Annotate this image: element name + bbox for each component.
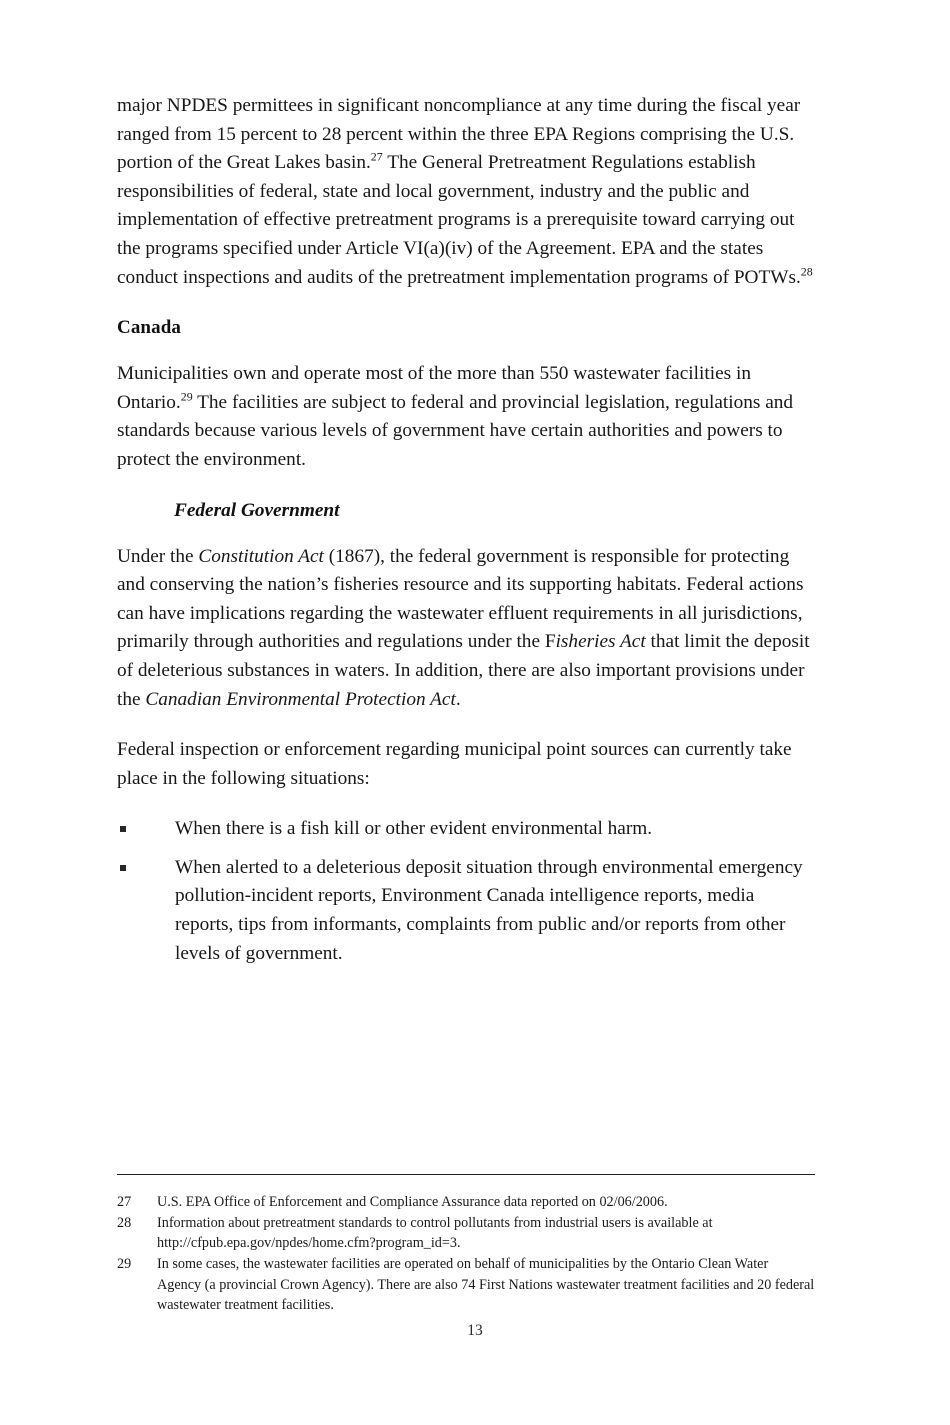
page-number: 13 bbox=[467, 1322, 483, 1339]
footnote-separator-rule bbox=[117, 1174, 815, 1175]
federal-situations-list bbox=[117, 815, 815, 968]
paragraph-federal-inspection: Federal inspection or enforcement regarding municipal point sources can currently take place in the following situations: bbox=[117, 739, 792, 789]
paragraph-1-text-before-ref: major NPDES permittees in significant noncompliance at any time during the fiscal year ranged from 15 percent to 28 percent within the three EPA Regions comprising the U.S. portion of the Great Lakes basin. bbox=[117, 95, 801, 174]
italic-canadian-environmental-protection-act: Canadian Environmental Protection Act bbox=[145, 688, 456, 710]
paragraph-3-part-3: that limit the deposit of deleterious substances in waters. In addition, there are also important provisions under the bbox=[117, 631, 810, 710]
paragraph-npdes-permittees bbox=[117, 92, 815, 292]
footnote-entry bbox=[117, 1213, 815, 1254]
list-item-label: When alerted to a deleterious deposit situation through environmental emergency pollution-incident reports, Environment Canada intelligence reports, media reports, tips from informants, complaints from public and/or reports from other levels of government. bbox=[175, 856, 803, 964]
italic-fisheries-act: isheries Act bbox=[555, 631, 646, 653]
italic-constitution-act: Constitution Act bbox=[198, 545, 324, 567]
list-item-label: When there is a fish kill or other evident environmental harm. bbox=[175, 818, 653, 840]
list-item bbox=[117, 854, 815, 968]
spacer bbox=[117, 525, 815, 543]
paragraph-2-text-after-ref: The facilities are subject to federal and provincial legislation, regulations and standards because various levels of government have certain authorities and powers to protect the environment. bbox=[117, 391, 794, 470]
page-content bbox=[117, 92, 815, 978]
paragraph-2-text-before-ref: Municipalities own and operate most of the more than 550 wastewater facilities in Ontario. bbox=[117, 363, 751, 413]
paragraph-3-part-2: (1867), the federal government is responsible for protecting and conserving the nation’s fisheries resource and its supporting habitats. Federal actions can have implications regarding the wastewater effluent requirements in all jurisdictions, primarily through authorities and regulations under the F bbox=[117, 545, 804, 653]
footnote-reference-28[interactable]: 28 bbox=[800, 264, 813, 279]
square-bullet-icon bbox=[120, 865, 126, 871]
footnote-entry bbox=[117, 1254, 815, 1315]
paragraph-1-text-middle: The General Pretreatment Regulations establish responsibilities of federal, state and local government, industry and the public and implementation of effective pretreatment programs is a prerequisite toward carrying out the programs specified under Article VI(a)(iv) of the Agreement. EPA and the states conduct inspections and audits of the pretreatment implementation programs of POTWs. bbox=[117, 152, 801, 288]
footnote-number: 29 bbox=[117, 1256, 132, 1273]
square-bullet-icon bbox=[120, 826, 126, 832]
footnote-entry bbox=[117, 1192, 815, 1212]
paragraph-constitution-act bbox=[117, 543, 815, 715]
footnote-text: U.S. EPA Office of Enforcement and Compliance Assurance data reported on 02/06/2006. bbox=[157, 1194, 668, 1210]
spacer bbox=[117, 292, 815, 314]
spacer bbox=[117, 714, 815, 736]
footnote-reference-29[interactable]: 29 bbox=[180, 389, 193, 404]
list-item bbox=[117, 815, 815, 844]
paragraph-3-part-1: Under the bbox=[117, 545, 199, 567]
spacer bbox=[117, 793, 815, 815]
spacer bbox=[117, 475, 815, 497]
paragraph-3-part-4: . bbox=[455, 688, 461, 710]
paragraph-municipalities bbox=[117, 360, 815, 474]
footnote-text: Information about pretreatment standards to control pollutants from industrial users is available at http://cfpub.epa.gov/npdes/home.cfm?program_id=3. bbox=[157, 1214, 713, 1252]
footnote-text: In some cases, the wastewater facilities are operated on behalf of municipalities by the Ontario Clean Water Agency (a provincial Crown Agency). There are also 74 First Nations wastewater treatment facilities and 20 federal wastewater treatment facilities. bbox=[157, 1256, 815, 1314]
spacer bbox=[117, 342, 815, 360]
footnote-number: 28 bbox=[117, 1214, 132, 1231]
subheading-federal-government: Federal Government bbox=[174, 499, 340, 521]
footnote-number: 27 bbox=[117, 1194, 132, 1210]
heading-canada: Canada bbox=[117, 317, 181, 339]
footnotes-section bbox=[117, 1192, 815, 1316]
footnote-reference-27[interactable]: 27 bbox=[370, 149, 383, 164]
